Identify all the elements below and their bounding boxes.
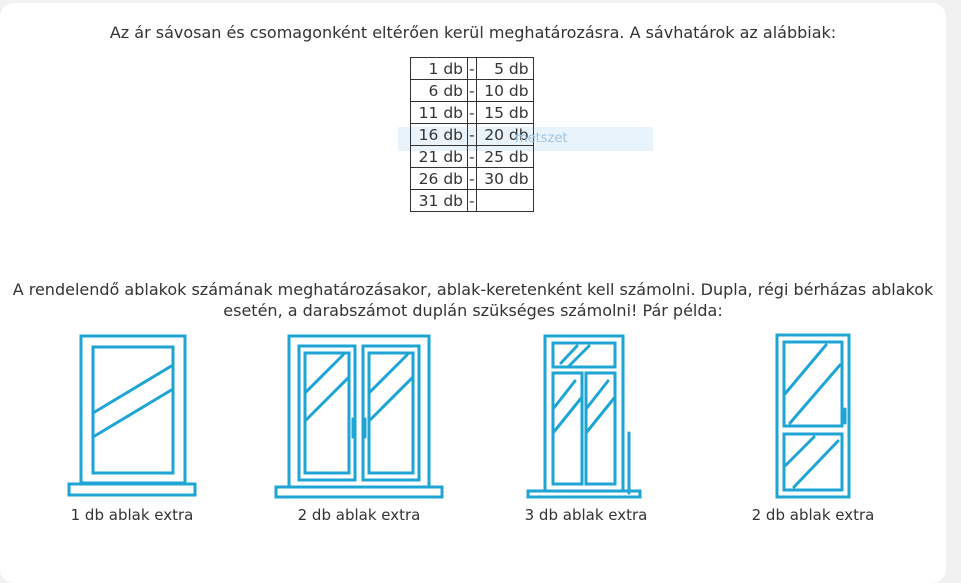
band-to (476, 190, 533, 212)
window-label: 3 db ablak extra (524, 506, 648, 524)
table-row (411, 146, 534, 168)
band-separator: - (469, 125, 475, 144)
band-from: 6 db (411, 80, 468, 102)
table-row (411, 168, 534, 190)
band-from: 21 db (411, 146, 468, 168)
band-from: 26 db (411, 168, 468, 190)
band-to: 30 db (476, 168, 533, 190)
table-row (411, 80, 534, 102)
band-separator: - (469, 169, 475, 188)
band-from: 11 db (411, 102, 468, 124)
single-window-icon (66, 333, 198, 499)
counting-note-line: esetén, a darabszámot duplán szükséges számolni! Pár példa: (223, 301, 723, 320)
band-separator: - (469, 147, 475, 166)
band-to: 10 db (476, 80, 533, 102)
band-separator: - (469, 191, 475, 210)
band-to: 15 db (476, 102, 533, 124)
counting-note (0, 279, 946, 321)
ghost-tooltip-text: metszet (515, 131, 568, 146)
band-separator: - (469, 81, 475, 100)
band-separator: - (469, 103, 475, 122)
transom-window-icon (525, 333, 643, 499)
band-from: 1 db (411, 58, 468, 80)
double-window-icon (273, 333, 445, 499)
window-label: 2 db ablak extra (297, 506, 421, 524)
window-label: 1 db ablak extra (70, 506, 194, 524)
split-pane-window-icon (774, 333, 852, 499)
window-label: 2 db ablak extra (751, 506, 875, 524)
table-row (411, 190, 534, 212)
counting-note-line: A rendelendő ablakok számának meghatározásakor, ablak-keretenként kell számolni. Dupla, régi bérházas ablakok (12, 280, 934, 299)
band-from: 31 db (411, 190, 468, 212)
band-to: 20 db (476, 124, 533, 146)
band-to: 5 db (476, 58, 533, 80)
band-separator: - (469, 59, 475, 78)
band-from: 16 db (411, 124, 468, 146)
table-row (411, 102, 534, 124)
table-row (411, 58, 534, 80)
band-to: 25 db (476, 146, 533, 168)
intro-text: Az ár sávosan és csomagonként eltérően kerül meghatározásra. A sávhatárok az alábbiak: (109, 23, 837, 42)
